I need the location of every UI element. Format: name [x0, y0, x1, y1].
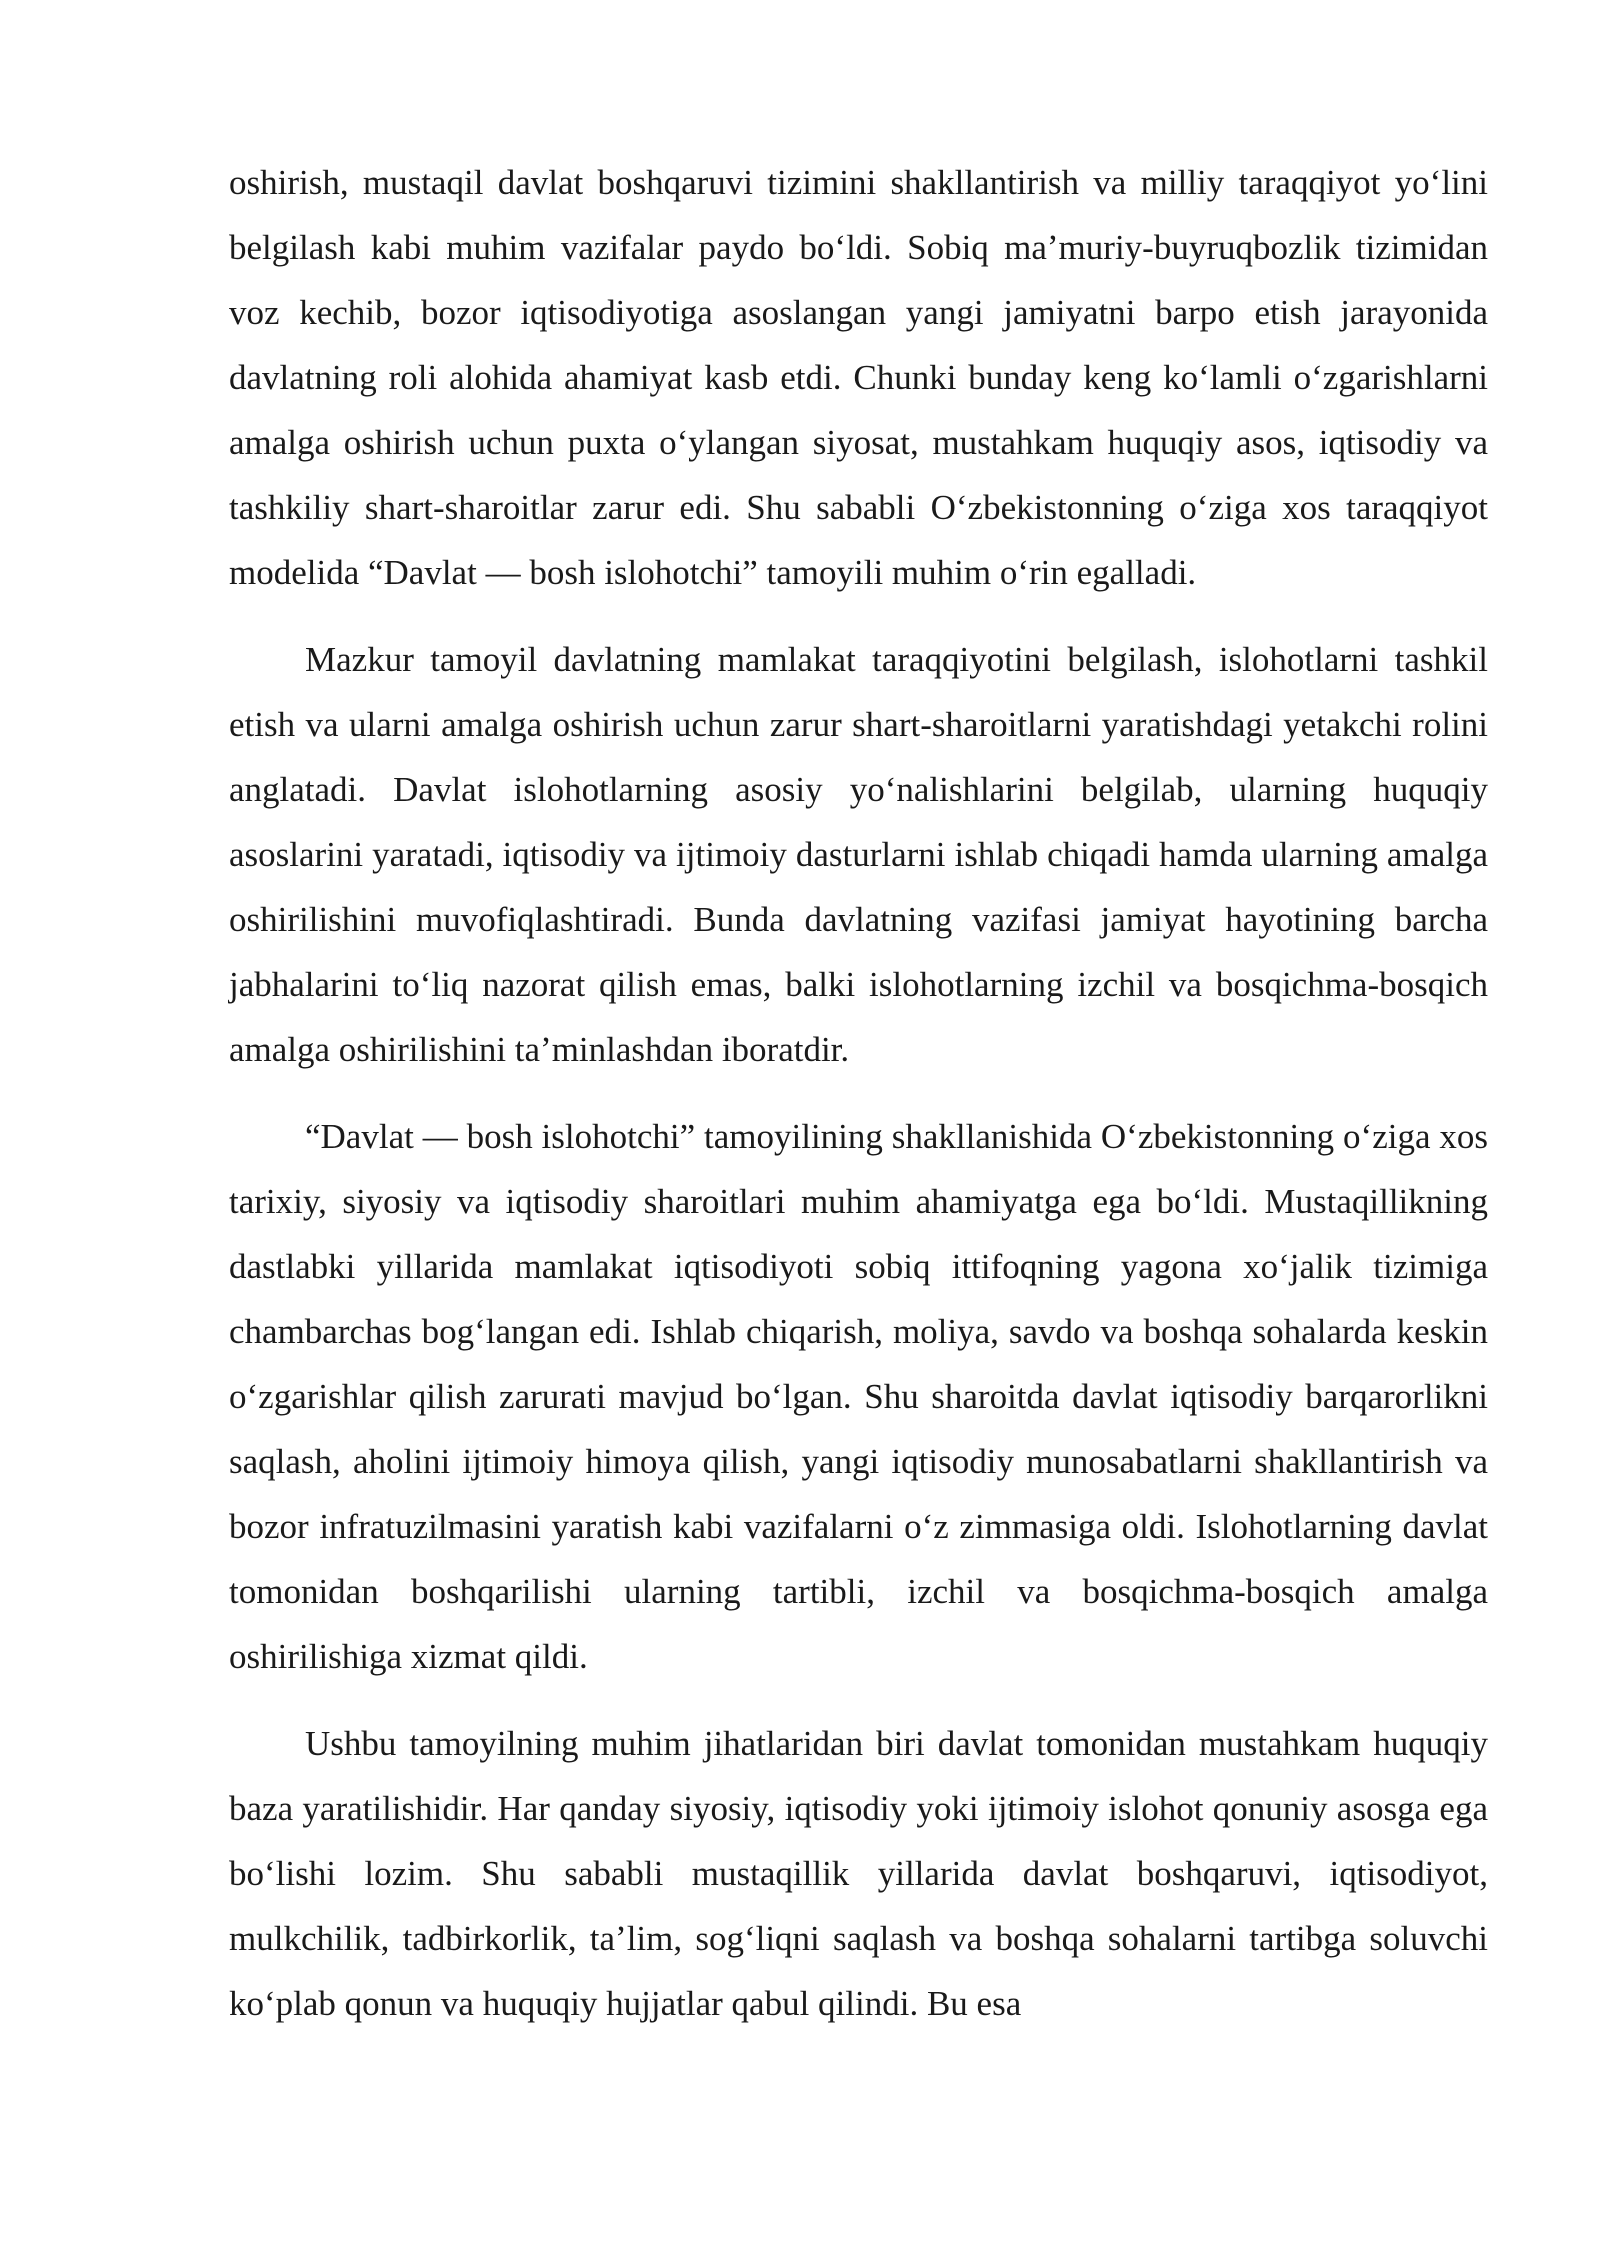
document-body — [229, 150, 1488, 2036]
paragraph-2: Mazkur tamoyil davlatning mamlakat taraqqiyotini belgilash, islohotlarni tashkil etish va ularni amalga oshirish uchun zarur shart-sharoitlarni yaratishdagi yetakchi rolini anglatadi. Davlat islohotlarning asosiy yoʻnalishlarini belgilab, ularning huquqiy asoslarini yaratadi, iqtisodiy va ijtimoiy dasturlarni ishlab chiqadi hamda ularning amalga oshirilishini muvofiqlashtiradi. Bunda davlatning vazifasi jamiyat hayotining barcha jabhalarini toʻliq nazorat qilish emas, balki islohotlarning izchil va bosqichma-bosqich amalga oshirilishini taʼminlashdan iboratdir. — [229, 640, 1488, 1069]
paragraph-4: Ushbu tamoyilning muhim jihatlaridan biri davlat tomonidan mustahkam huquqiy baza yaratilishidir. Har qanday siyosiy, iqtisodiy yoki ijtimoiy islohot qonuniy asosga ega boʻlishi lozim. Shu sababli mustaqillik yillarida davlat boshqaruvi, iqtisodiyot, mulkchilik, tadbirkorlik, taʼlim, sogʻliqni saqlash va boshqa sohalarni tartibga soluvchi koʻplab qonun va huquqiy hujjatlar qabul qilindi. Bu esa — [229, 1724, 1488, 2023]
paragraph-3: “Davlat — bosh islohotchi” tamoyilining shakllanishida Oʻzbekistonning oʻziga xos tarixiy, siyosiy va iqtisodiy sharoitlari muhim ahamiyatga ega boʻldi. Mustaqillikning dastlabki yillarida mamlakat iqtisodiyoti sobiq ittifoqning yagona xoʻjalik tizimiga chambarchas bogʻlangan edi. Ishlab chiqarish, moliya, savdo va boshqa sohalarda keskin oʻzgarishlar qilish zarurati mavjud boʻlgan. Shu sharoitda davlat iqtisodiy barqarorlikni saqlash, aholini ijtimoiy himoya qilish, yangi iqtisodiy munosabatlarni shakllantirish va bozor infratuzilmasini yaratish kabi vazifalarni oʻz zimmasiga oldi. Islohotlarning davlat tomonidan boshqarilishi ularning tartibli, izchil va bosqichma-bosqich amalga oshirilishiga xizmat qildi. — [229, 1117, 1488, 1676]
paragraph-1: oshirish, mustaqil davlat boshqaruvi tizimini shakllantirish va milliy taraqqiyot yoʻlini belgilash kabi muhim vazifalar paydo boʻldi. Sobiq maʼmuriy-buyruqbozlik tizimidan voz kechib, bozor iqtisodiyotiga asoslangan yangi jamiyatni barpo etish jarayonida davlatning roli alohida ahamiyat kasb etdi. Chunki bunday keng koʻlamli oʻzgarishlarni amalga oshirish uchun puxta oʻylangan siyosat, mustahkam huquqiy asos, iqtisodiy va tashkiliy shart-sharoitlar zarur edi. Shu sababli Oʻzbekistonning oʻziga xos taraqqiyot modelida “Davlat — bosh islohotchi” tamoyili muhim oʻrin egalladi. — [229, 163, 1488, 592]
